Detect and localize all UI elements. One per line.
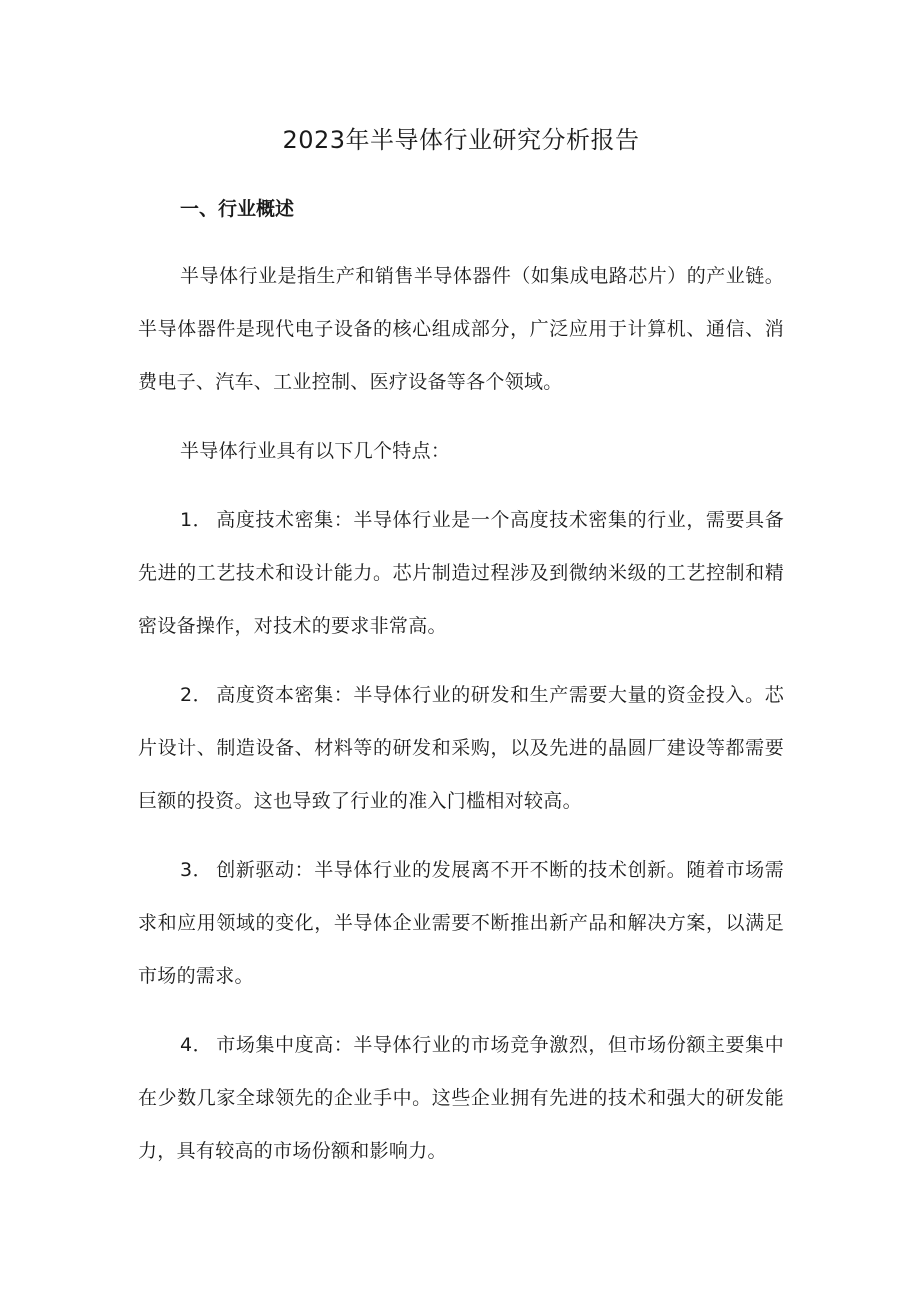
feature-item <box>138 844 784 1003</box>
intro-paragraph: 半导体行业是指生产和销售半导体器件（如集成电路芯片）的产业链。半导体器件是现代电子设备的核心组成部分，广泛应用于计算机、通信、消费电子、汽车、工业控制、医疗设备等各个领域。 <box>138 265 784 393</box>
feature-text: 市场集中度高：半导体行业的市场竞争激烈，但市场份额主要集中在少数几家全球领先的企业手中。这些企业拥有先进的技术和强大的研发能力，具有较高的市场份额和影响力。 <box>138 1034 784 1162</box>
feature-number: 1． <box>180 509 213 531</box>
feature-text: 高度资本密集：半导体行业的研发和生产需要大量的资金投入。芯片设计、制造设备、材料等的研发和采购，以及先进的晶圆厂建设等都需要巨额的投资。这也导致了行业的准入门槛相对较高。 <box>138 684 784 812</box>
feature-item <box>138 669 784 828</box>
feature-number: 4． <box>180 1034 213 1056</box>
section-heading: 一、行业概述 <box>180 198 295 220</box>
feature-item <box>138 1019 784 1178</box>
feature-text: 创新驱动：半导体行业的发展离不开不断的技术创新。随着市场需求和应用领域的变化，半导体企业需要不断推出新产品和解决方案，以满足市场的需求。 <box>138 859 784 987</box>
feature-item <box>138 494 784 653</box>
features-lead-paragraph: 半导体行业具有以下几个特点： <box>180 440 451 462</box>
feature-number: 2． <box>180 684 213 706</box>
document-title: 2023年半导体行业研究分析报告 <box>282 126 640 154</box>
feature-text: 高度技术密集：半导体行业是一个高度技术密集的行业，需要具备先进的工艺技术和设计能力。芯片制造过程涉及到微纳米级的工艺控制和精密设备操作，对技术的要求非常高。 <box>138 509 784 637</box>
feature-number: 3． <box>180 859 213 881</box>
